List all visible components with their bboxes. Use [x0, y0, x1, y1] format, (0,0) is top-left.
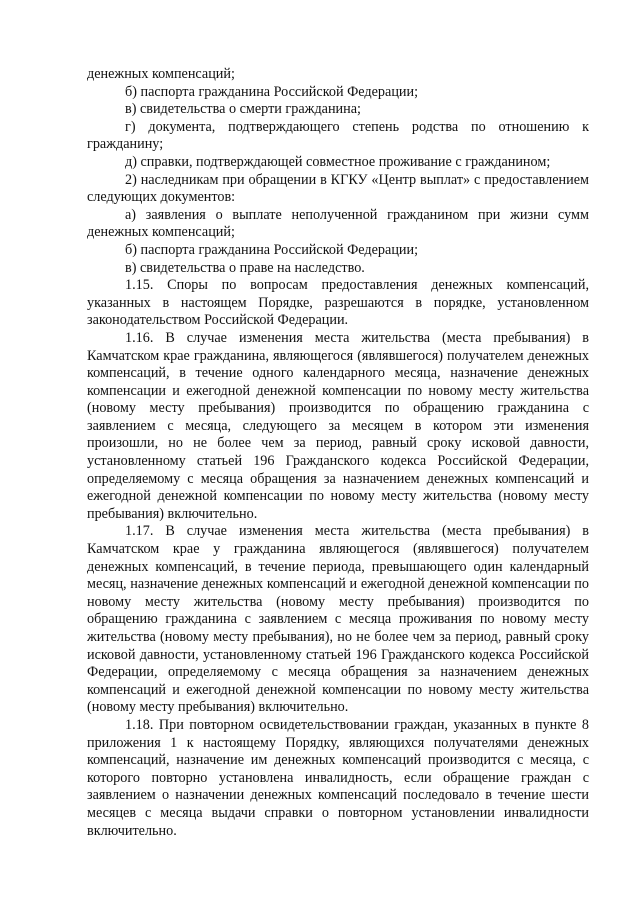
paragraph-section-1-15: 1.15. Споры по вопросам предоставления денежных компенсаций, указанных в настоящем Порядке, разрешаются в порядке, установленном законодательством Российской Федерации. — [87, 277, 589, 329]
paragraph-item-v-death-certificate: в) свидетельства о смерти гражданина; — [125, 101, 361, 118]
paragraph-item-d-cohabitation-certificate: д) справки, подтверждающей совместное проживание с гражданином; — [125, 153, 551, 170]
paragraph-section-1-18: 1.18. При повторном освидетельствовании граждан, указанных в пункте 8 приложения 1 к настоящему Порядку, являющихся получателями денежных компенсаций, назначение им денежных компенсаций производится с месяца, с которого повторно установлена инвалидность, если обращение граждан с заявлением о назначении денежных компенсаций последовало в течение шести месяцев с месяца выдачи справки о повторном установлении инвалидности включительно. — [87, 716, 589, 839]
paragraph-continuation: денежных компенсаций; — [87, 66, 235, 82]
paragraph-item-v-inheritance-certificate: в) свидетельства о праве на наследство. — [125, 259, 365, 276]
paragraph-item-b-passport-heirs: б) паспорта гражданина Российской Федерации; — [125, 241, 419, 258]
paragraph-item-a-application: а) заявления о выплате неполученной гражданином при жизни сумм денежных компенсаций; — [87, 206, 589, 241]
paragraph-section-1-16: 1.16. В случае изменения места жительства (места пребывания) в Камчатском крае гражданина, являющегося (являвшегося) получателем денежных компенсаций, в течение одного календарного месяца, назначение денежных компенсации и ежегодной денежной компенсации по новому месту жительства (новому месту пребывания) производится по обращению гражданина с заявлением с месяца, следующего за месяцем в котором эти изменения произошли, но не более чем за период, равный сроку исковой давности, установленному статьей 196 Гражданского кодекса Российской Федерации, определяемому с месяца обращения за назначением денежных компенсаций и ежегодной денежной компенсации по новому месту жительства (новому месту пребывания) включительно. — [87, 329, 589, 522]
paragraph-item-b-passport: б) паспорта гражданина Российской Федерации; — [125, 83, 419, 100]
paragraph-item-2-heirs: 2) наследникам при обращении в КГКУ «Центр выплат» с предоставлением следующих документов: — [87, 171, 589, 206]
document-page — [87, 66, 589, 840]
paragraph-section-1-17: 1.17. В случае изменения места жительства (места пребывания) в Камчатском крае у гражданина являющегося (являвшегося) получателем денежных компенсаций, в течение периода, превышающего один календарный месяц, назначение денежных компенсаций и ежегодной денежной компенсации по новому месту жительства (новому месту пребывания) производится по обращению гражданина с заявлением с месяца проживания по новому месту жительства (новому месту пребывания), но не более чем за период, равный сроку исковой давности, установленному статьей 196 Гражданского кодекса Российской Федерации, определяемому с месяца обращения за назначением денежных компенсаций и ежегодной денежной компенсации по новому месту жительства (новому месту пребывания) включительно. — [87, 523, 589, 716]
paragraph-item-g-kinship-document: г) документа, подтверждающего степень родства по отношению к гражданину; — [87, 118, 589, 153]
